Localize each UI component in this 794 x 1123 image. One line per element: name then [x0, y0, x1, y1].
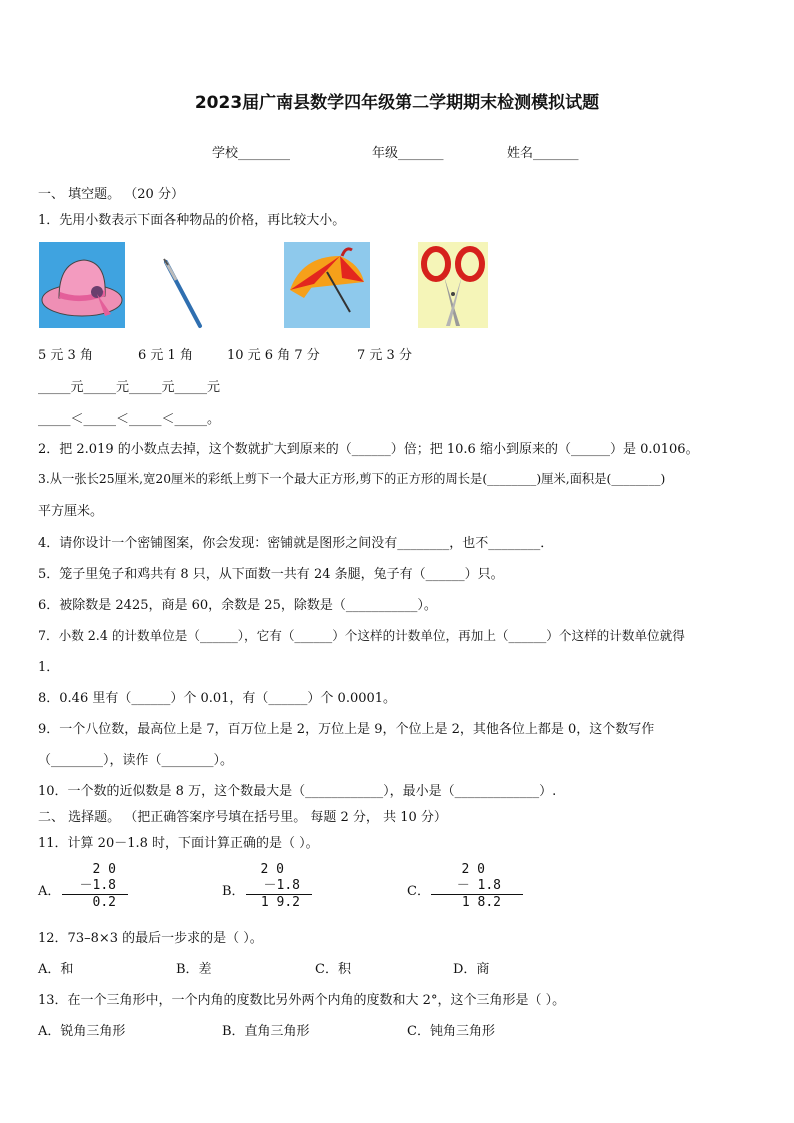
q12-option-b[interactable]: B．差	[176, 962, 212, 977]
question-13: 13．在一个三角形中，一个内角的度数比另外两个内角的度数和大 2°，这个三角形是（ ）。	[38, 993, 566, 1008]
minuend: 2 0	[260, 862, 284, 877]
page-title: 2023届广南县数学四年级第二学期期末检测模拟试题	[194, 93, 600, 113]
q12-option-a[interactable]: A．和	[38, 962, 74, 977]
question-8: 8．0.46 里有（______）个 0.01，有（______）个 0.0001。	[38, 691, 397, 706]
q11-option-b-calc	[246, 862, 312, 911]
question-6: 6．被除数是 2425，商是 60，余数是 25，除数是（___________）。	[38, 598, 437, 613]
scissors-icon	[418, 242, 488, 328]
minuend: 2 0	[92, 862, 116, 877]
q1-answer-line-1: _____元_____元_____元_____元	[38, 380, 221, 395]
question-10: 10．一个数的近似数是 8 万，这个数最大是（____________），最小是（_____________）.	[38, 784, 557, 799]
q11-option-a-label[interactable]: A．	[38, 884, 61, 899]
result: 0.2	[92, 895, 116, 910]
q13-option-c[interactable]: C．钝角三角形	[407, 1024, 495, 1039]
minuend: 2 0	[461, 862, 485, 877]
subtrahend: － 1.8	[431, 878, 523, 895]
question-11: 11．计算 20－1.8 时，下面计算正确的是（ ）。	[38, 836, 319, 851]
section-1-heading: 一、 填空题。 （20 分）	[38, 187, 184, 202]
question-2: 2．把 2.019 的小数点去掉，这个数就扩大到原来的（______）倍；把 10.6 缩小到原来的（______）是 0.0106。	[38, 442, 699, 457]
subtrahend: －1.8	[62, 878, 128, 895]
umbrella-icon	[284, 242, 370, 328]
q11-option-a-calc	[62, 862, 128, 911]
q11-option-c-calc	[431, 862, 523, 911]
pen-icon	[160, 258, 208, 330]
subtrahend: －1.8	[246, 878, 312, 895]
q1-answer-line-2: _____＜_____＜_____＜_____。	[38, 412, 221, 427]
q11-option-b-label[interactable]: B．	[222, 884, 245, 899]
result: 1 9.2	[260, 895, 300, 910]
question-3: 3.从一张长25厘米,宽20厘米的彩纸上剪下一个最大正方形,剪下的正方形的周长是(________)厘米,面积是(________)	[38, 472, 666, 486]
question-9-cont: （________），读作（________）。	[38, 753, 234, 768]
q13-option-b[interactable]: B．直角三角形	[222, 1024, 310, 1039]
hat-icon	[39, 242, 125, 328]
name-field[interactable]: 姓名_______	[507, 146, 579, 161]
question-12: 12．73–8×3 的最后一步求的是（ ）。	[38, 931, 263, 946]
q12-option-d[interactable]: D．商	[453, 962, 490, 977]
price-pen: 6 元 1 角	[138, 348, 193, 363]
q13-option-a[interactable]: A．锐角三角形	[38, 1024, 126, 1039]
q11-option-c-label[interactable]: C．	[407, 884, 430, 899]
price-umbrella: 10 元 6 角 7 分	[227, 348, 320, 363]
question-9: 9．一个八位数，最高位上是 7，百万位上是 2，万位上是 9，个位上是 2，其他各位上都是 0，这个数写作	[38, 722, 655, 737]
school-field[interactable]: 学校________	[212, 146, 291, 161]
grade-field[interactable]: 年级_______	[372, 146, 444, 161]
question-1: 1．先用小数表示下面各种物品的价格，再比较大小。	[38, 213, 346, 228]
question-7-cont: 1．	[38, 660, 60, 675]
question-7: 7．小数 2.4 的计数单位是（______），它有（______）个这样的计数单位，再加上（______）个这样的计数单位就得	[38, 628, 685, 643]
q12-option-c[interactable]: C．积	[315, 962, 351, 977]
price-scissors: 7 元 3 分	[357, 348, 412, 363]
question-5: 5．笼子里兔子和鸡共有 8 只，从下面数一共有 24 条腿，兔子有（______）只。	[38, 567, 504, 582]
price-hat: 5 元 3 角	[38, 348, 93, 363]
section-2-heading: 二、 选择题。 （把正确答案序号填在括号里。 每题 2 分， 共 10 分）	[38, 810, 447, 825]
result: 1 8.2	[461, 895, 501, 910]
question-4: 4．请你设计一个密铺图案，你会发现：密铺就是图形之间没有________，也不________．	[38, 536, 554, 551]
question-3-cont: 平方厘米。	[38, 504, 104, 519]
